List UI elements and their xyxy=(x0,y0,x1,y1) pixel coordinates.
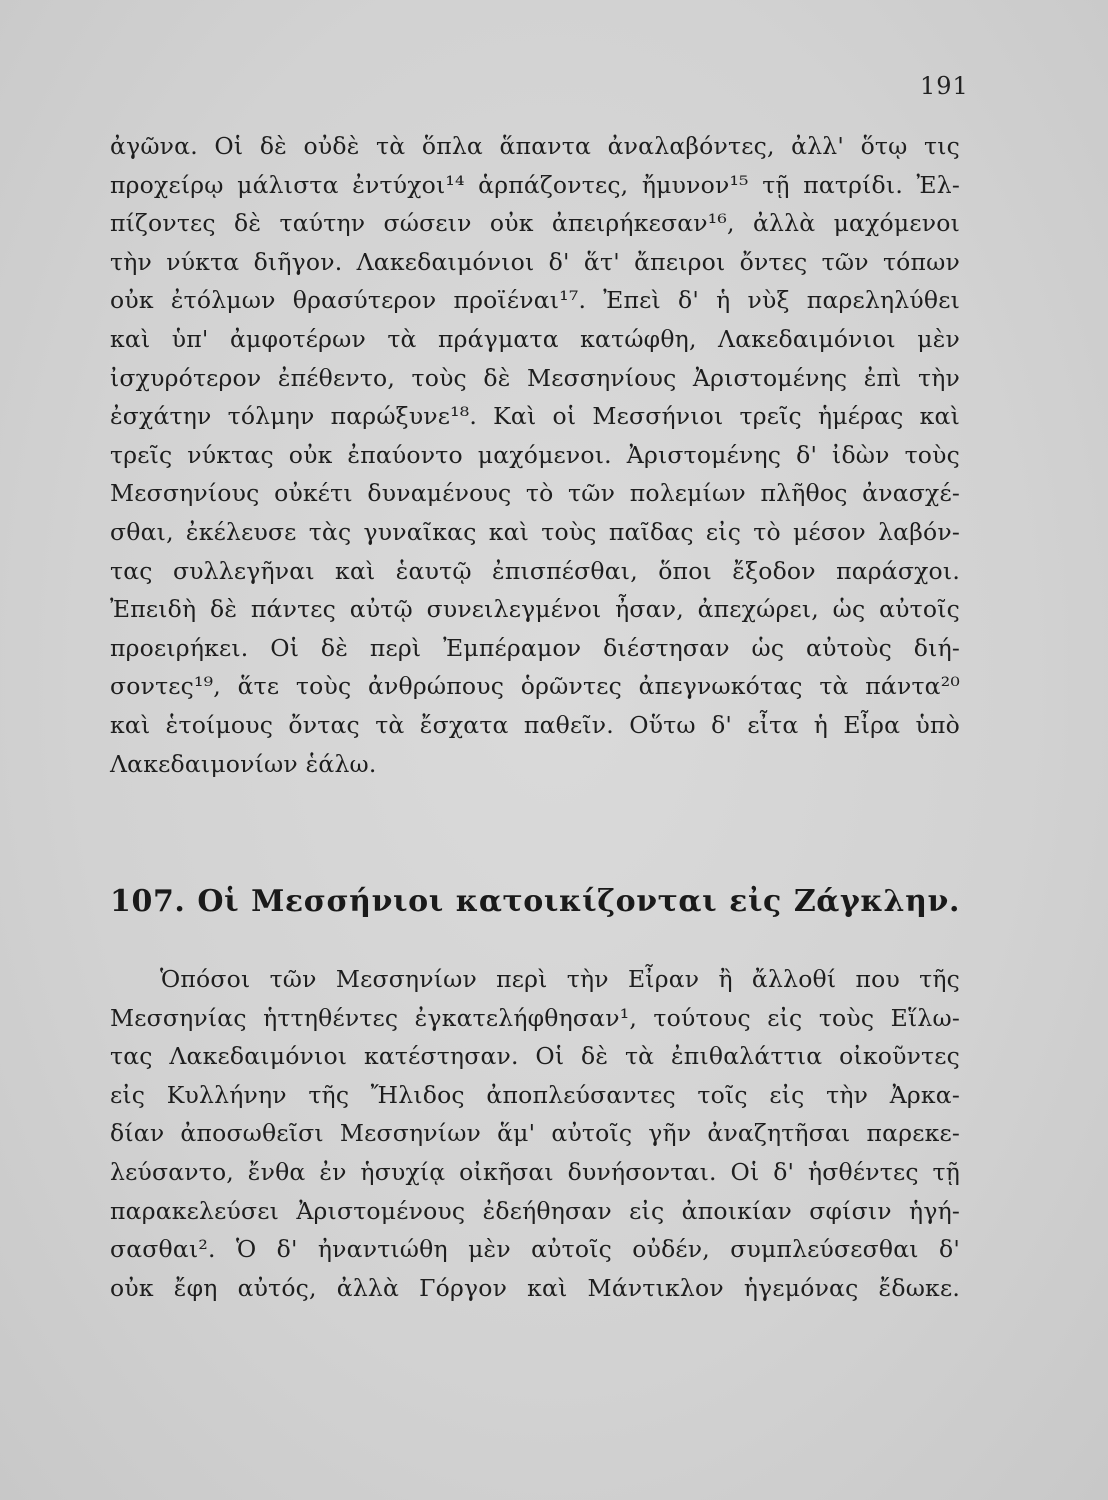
text-line: παρακελεύσει Ἀριστομένους ἐδεήθησαν εἰς ἀποικίαν σφίσιν ἡγή- xyxy=(110,1196,960,1225)
text-line: οὐκ ἐτόλμων θρασύτερον προϊέναι¹⁷. Ἐπεὶ δ' ἡ νὺξ παρεληλύθει xyxy=(110,286,960,315)
text-line: τας Λακεδαιμόνιοι κατέστησαν. Οἱ δὲ τὰ ἐπιθαλάττια οἰκοῦντες xyxy=(110,1042,960,1071)
text-line: προειρήκει. Οἱ δὲ περὶ Ἐμπέραμον διέστησαν ὡς αὐτοὺς διή- xyxy=(110,633,960,662)
text-line: Μεσσηνίους οὐκέτι δυναμένους τὸ τῶν πολεμίων πλῆθος ἀνασχέ- xyxy=(110,479,960,508)
text-line: Ὁπόσοι τῶν Μεσσηνίων περὶ τὴν Εἶραν ἢ ἄλλοθί που τῆς xyxy=(160,965,960,993)
text-line: λεύσαντο, ἔνθα ἐν ἡσυχίᾳ οἰκῆσαι δυνήσονται. Οἱ δ' ἡσθέντες τῇ xyxy=(110,1157,960,1186)
text-line: Λακεδαιμονίων ἑάλω. xyxy=(110,749,377,778)
text-line: τὴν νύκτα διῆγον. Λακεδαιμόνιοι δ' ἅτ' ἄπειροι ὄντες τῶν τόπων xyxy=(110,247,960,276)
text-line: δίαν ἀποσωθεῖσι Μεσσηνίων ἅμ' αὐτοῖς γῆν ἀναζητῆσαι παρεκε- xyxy=(110,1119,960,1148)
page-number: 191 xyxy=(920,72,969,100)
text-line: σοντες¹⁹, ἅτε τοὺς ἀνθρώπους ὁρῶντες ἀπεγνωκότας τὰ πάντα²⁰ xyxy=(110,672,960,701)
text-line: προχείρῳ μάλιστα ἐντύχοι¹⁴ ἁρπάζοντες, ἤμυνον¹⁵ τῇ πατρίδι. Ἐλ- xyxy=(110,170,960,199)
paragraph-section-107 xyxy=(110,960,960,1307)
text-line: τας συλλεγῆναι καὶ ἑαυτῷ ἐπισπέσθαι, ὅποι ἔξοδον παράσχοι. xyxy=(110,556,960,585)
text-line: Μεσσηνίας ἡττηθέντες ἐγκατελήφθησαν¹, τούτους εἰς τοὺς Εἵλω- xyxy=(110,1003,960,1032)
text-line: ἰσχυρότερον ἐπέθεντο, τοὺς δὲ Μεσσηνίους Ἀριστομένης ἐπὶ τὴν xyxy=(110,363,960,392)
text-line: καὶ ἑτοίμους ὄντας τὰ ἔσχατα παθεῖν. Οὕτω δ' εἶτα ἡ Εἶρα ὑπὸ xyxy=(110,710,960,739)
text-line: σασθαι². Ὁ δ' ἠναντιώθη μὲν αὐτοῖς οὐδέν, συμπλεύσεσθαι δ' xyxy=(110,1235,960,1264)
text-line: σθαι, ἐκέλευσε τὰς γυναῖκας καὶ τοὺς παῖδας εἰς τὸ μέσον λαβόν- xyxy=(110,517,960,546)
text-line: ἐσχάτην τόλμην παρώξυνε¹⁸. Καὶ οἱ Μεσσήνιοι τρεῖς ἡμέρας καὶ xyxy=(110,402,960,431)
text-line: ἀγῶνα. Οἱ δὲ οὐδὲ τὰ ὅπλα ἅπαντα ἀναλαβόντες, ἀλλ' ὅτῳ τις xyxy=(110,132,960,160)
paragraph-continued xyxy=(110,127,960,783)
text-line: πίζοντες δὲ ταύτην σώσειν οὐκ ἀπειρήκεσαν¹⁶, ἀλλὰ μαχόμενοι xyxy=(110,209,960,238)
text-line: οὐκ ἔφη αὐτός, ἀλλὰ Γόργον καὶ Μάντικλον ἡγεμόνας ἔδωκε. xyxy=(110,1273,960,1302)
text-line: εἰς Κυλλήνην τῆς Ἤλιδος ἀποπλεύσαντες τοῖς εἰς τὴν Ἀρκα- xyxy=(110,1080,960,1109)
text-line: Ἐπειδὴ δὲ πάντες αὐτῷ συνειλεγμένοι ἦσαν, ἀπεχώρει, ὡς αὐτοῖς xyxy=(110,595,960,624)
section-heading: 107. Οἱ Μεσσήνιοι κατοικίζονται εἰς Ζάγκλην. xyxy=(110,884,960,919)
text-line: καὶ ὑπ' ἀμφοτέρων τὰ πράγματα κατώφθη, Λακεδαιμόνιοι μὲν xyxy=(110,324,960,353)
text-line: τρεῖς νύκτας οὐκ ἐπαύοντο μαχόμενοι. Ἀριστομένης δ' ἰδὼν τοὺς xyxy=(110,440,960,469)
